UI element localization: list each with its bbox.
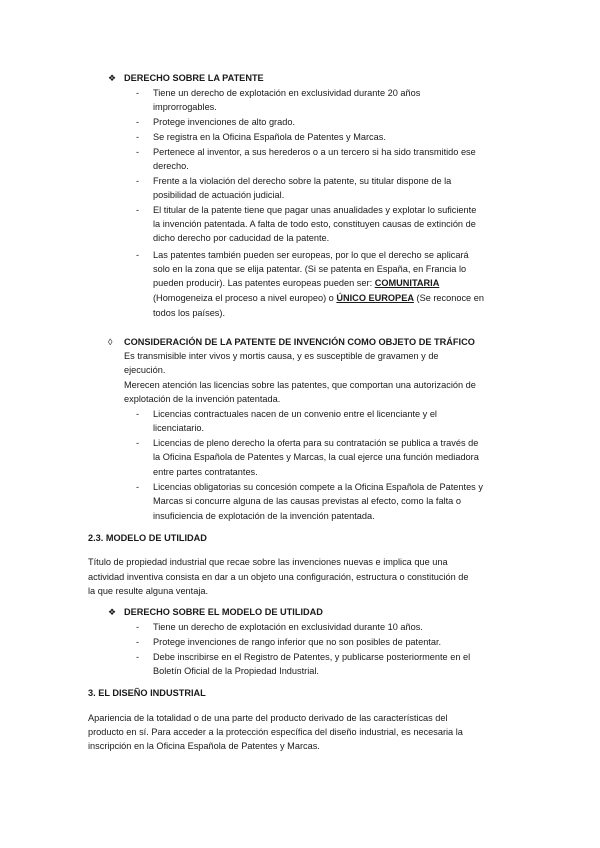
list-item-line: licenciatario. <box>153 423 205 433</box>
list-dash: - <box>136 622 140 632</box>
list-dash: - <box>136 205 140 215</box>
list-item-line: la Oficina Española de Patentes y Marcas, la cual ejerce una función mediadora <box>153 452 479 462</box>
list-item-line: posibilidad de actuación judicial. <box>153 190 285 200</box>
section-title-industrial-design: 3. EL DISEÑO INDUSTRIAL <box>88 688 206 698</box>
list-item-text: (Homogeneiza el proceso a nivel europeo) o <box>153 293 337 303</box>
section-heading-utility-right: DERECHO SOBRE EL MODELO DE UTILIDAD <box>124 607 323 617</box>
list-item-line: Licencias de pleno derecho la oferta para su contratación se publica a través de <box>153 438 479 448</box>
list-item-line: Protege invenciones de rango inferior que no son posibles de patentar. <box>153 637 442 647</box>
list-item-line: Boletín Oficial de la Propiedad Industrial. <box>153 666 319 676</box>
list-item-line: Tiene un derecho de explotación en exclusividad durante 10 años. <box>153 622 423 632</box>
paragraph-line: Es transmisible inter vivos y mortis causa, y es susceptible de gravamen y de <box>124 351 439 361</box>
heading-bullet-icon: ❖ <box>108 607 117 617</box>
paragraph-line: la que resulte alguna ventaja. <box>88 586 209 596</box>
list-item-line: derecho. <box>153 161 189 171</box>
list-item-line: Protege invenciones de alto grado. <box>153 117 295 127</box>
list-dash: - <box>136 438 140 448</box>
list-item-line: solo en la zona que se elija patentar. (Si se patenta en España, en Francia lo <box>153 264 467 274</box>
list-item-line <box>153 292 484 304</box>
paragraph-line: actividad inventiva consista en dar a un objeto una configuración, estructura o constitución de <box>88 572 469 582</box>
paragraph-line: ejecución. <box>124 365 166 375</box>
section-title-utility-model: 2.3. MODELO DE UTILIDAD <box>88 533 207 543</box>
list-item-line: la invención patentada. A falta de todo esto, constituyen causas de extinción de <box>153 219 476 229</box>
list-item-line: Tiene un derecho de explotación en exclusividad durante 20 años <box>153 88 421 98</box>
list-item-line: dicho derecho por caducidad de la patente. <box>153 233 330 243</box>
paragraph-line: producto en sí. Para acceder a la protección específica del diseño industrial, es necesaria la <box>88 727 463 737</box>
list-dash: - <box>136 132 140 142</box>
section-heading-patent-right: DERECHO SOBRE LA PATENTE <box>124 73 264 83</box>
paragraph-line: inscripción en la Oficina Española de Patentes y Marcas. <box>88 741 320 751</box>
list-item-line: insuficiencia de explotación de la invención patentada. <box>153 511 375 521</box>
list-dash: - <box>136 409 140 419</box>
list-item-line <box>153 277 439 289</box>
emphasis-comunitaria: COMUNITARIA <box>374 278 440 288</box>
list-dash: - <box>136 652 140 662</box>
paragraph-line: Título de propiedad industrial que recae sobre las invenciones nuevas e implica que una <box>88 557 448 567</box>
list-item-line: Se registra en la Oficina Española de Patentes y Marcas. <box>153 132 386 142</box>
list-item-line: Marcas si concurre alguna de las causas previstas al efecto, como la falta o <box>153 496 461 506</box>
list-item-line: Debe inscribirse en el Registro de Patentes, y publicarse posteriormente en el <box>153 652 471 662</box>
list-item-line: improrrogables. <box>153 102 217 112</box>
heading-bullet-icon: ❖ <box>108 73 117 83</box>
section-heading-traffic: CONSIDERACIÓN DE LA PATENTE DE INVENCIÓN COMO OBJETO DE TRÁFICO <box>124 337 475 347</box>
list-dash: - <box>136 250 140 260</box>
list-dash: - <box>136 117 140 127</box>
list-item-line: Pertenece al inventor, a sus herederos o a un tercero si ha sido transmitido ese <box>153 147 476 157</box>
list-item-text: (Se reconoce en <box>413 293 484 303</box>
paragraph-line: Apariencia de la totalidad o de una parte del producto derivado de las características del <box>88 713 448 723</box>
list-item-line: El titular de la patente tiene que pagar unas anualidades y explotar lo suficiente <box>153 205 477 215</box>
list-item-line: todos los países). <box>153 308 226 318</box>
emphasis-unico-europea: ÚNICO EUROPEA <box>336 293 414 303</box>
paragraph-line: Merecen atención las licencias sobre las patentes, que comportan una autorización de <box>124 380 476 390</box>
list-item-line: Las patentes también pueden ser europeas, por lo que el derecho se aplicará <box>153 250 469 260</box>
list-dash: - <box>136 482 140 492</box>
list-dash: - <box>136 176 140 186</box>
list-dash: - <box>136 637 140 647</box>
paragraph-line: explotación de la invención patentada. <box>124 394 281 404</box>
list-dash: - <box>136 147 140 157</box>
list-item-line: Licencias contractuales nacen de un convenio entre el licenciante y el <box>153 409 437 419</box>
list-item-line: Frente a la violación del derecho sobre la patente, su titular dispone de la <box>153 176 452 186</box>
list-item-line: Licencias obligatorias su concesión compete a la Oficina Española de Patentes y <box>153 482 483 492</box>
list-dash: - <box>136 88 140 98</box>
heading-bullet-icon: ◊ <box>108 337 113 347</box>
list-item-line: entre partes contratantes. <box>153 467 258 477</box>
list-item-text: pueden producir). Las patentes europeas pueden ser: <box>153 278 375 288</box>
